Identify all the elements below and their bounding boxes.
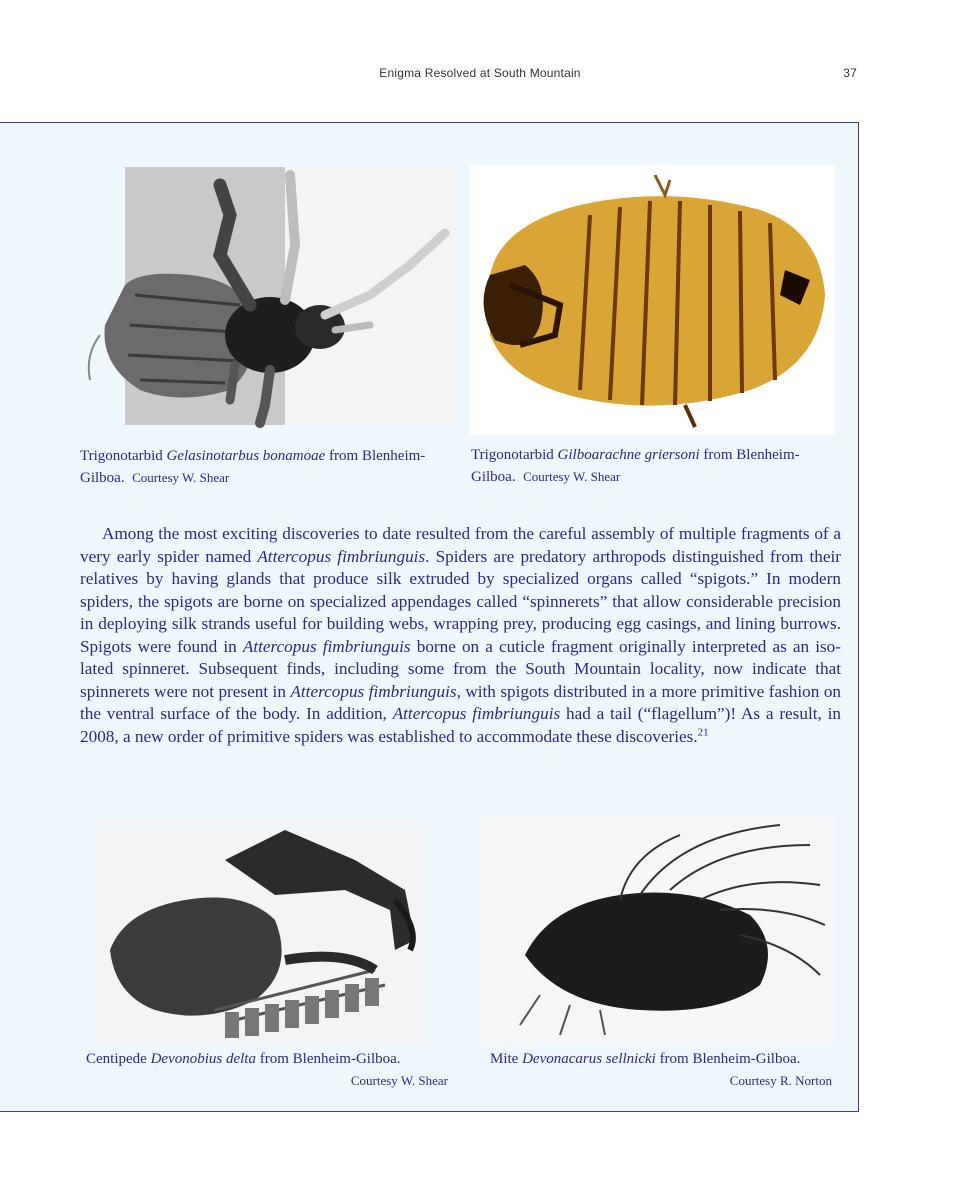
caption-suffix: from Blenheim-Gilboa. xyxy=(80,448,426,486)
caption-courtesy: Courtesy R. Norton xyxy=(729,1073,832,1088)
caption-suffix: from Blenheim-Gilboa. xyxy=(255,1051,401,1067)
body-text-run: had a tail (“flagellum”)! As a result, in 2008, a new order of primitive spiders was established to accommodate these discoveries. xyxy=(80,704,841,746)
species-name: Attercopus fimbriunguis xyxy=(392,704,561,723)
body-text-run: borne on a cuticle fragment originally interpreted as an isolated spinneret. Subsequent finds, including some from the South Mountain locality, now indicate that spinnerets were not present in xyxy=(80,636,841,701)
photo-centipede-devonobius xyxy=(95,820,425,1045)
species-name: Attercopus fimbriunguis xyxy=(290,681,457,701)
caption-taxon: Devonobius delta xyxy=(150,1051,256,1067)
caption-prefix: Trigonotarbid xyxy=(471,447,558,463)
caption-courtesy: Courtesy W. Shear xyxy=(523,469,621,484)
caption-figure-3 xyxy=(86,1049,448,1091)
caption-suffix: from Blenheim-Gilboa. xyxy=(471,447,800,485)
body-text-run: Among the most exciting discoveries to date resulted from the careful assembly of multiple fragments of a very early spider named xyxy=(80,524,841,566)
caption-prefix: Trigonotarbid xyxy=(80,448,167,464)
body-text-run: . Spiders are predatory arthropods distinguished from their relatives by having glands that produce silk extruded by specialized organs called “spigots.” In modern spiders, the spigots are borne on specialized appendages called “spinnerets” that allow considerable precision in deploying silk strands useful for building webs, wrapping prey, producing egg casings, and lining burrows. Spigots were found in xyxy=(80,546,841,656)
photo-trigonotarbid-gilboarachne xyxy=(470,165,835,435)
caption-figure-1 xyxy=(80,446,462,489)
caption-figure-4 xyxy=(490,1049,832,1091)
running-title: Enigma Resolved at South Mountain xyxy=(379,66,581,80)
caption-taxon: Gilboarachne griersoni xyxy=(557,447,700,463)
caption-taxon: Gelasinotarbus bonamoae xyxy=(166,448,326,464)
photo-mite-devonacarus xyxy=(480,815,835,1045)
body-text-run: , with spigots distributed in a more primitive fashion on the ventral surface of the body. In addition, xyxy=(80,681,842,723)
running-head xyxy=(0,66,960,86)
species-name: Attercopus fimbriunguis xyxy=(242,636,411,656)
body-paragraph xyxy=(80,523,841,748)
page-number: 37 xyxy=(843,66,857,80)
caption-prefix: Mite xyxy=(490,1051,523,1067)
species-name: Attercopus fimbriunguis xyxy=(257,546,426,566)
caption-prefix: Centipede xyxy=(86,1051,151,1067)
caption-figure-2 xyxy=(471,445,847,488)
footnote-reference[interactable]: 21 xyxy=(697,725,709,738)
caption-courtesy: Courtesy W. Shear xyxy=(132,470,230,485)
photo-trigonotarbid-gelasinotarbus xyxy=(80,165,460,430)
caption-taxon: Devonacarus sellnicki xyxy=(522,1051,656,1067)
caption-courtesy: Courtesy W. Shear xyxy=(350,1073,448,1088)
caption-suffix: from Blenheim-Gilboa. xyxy=(655,1051,801,1067)
